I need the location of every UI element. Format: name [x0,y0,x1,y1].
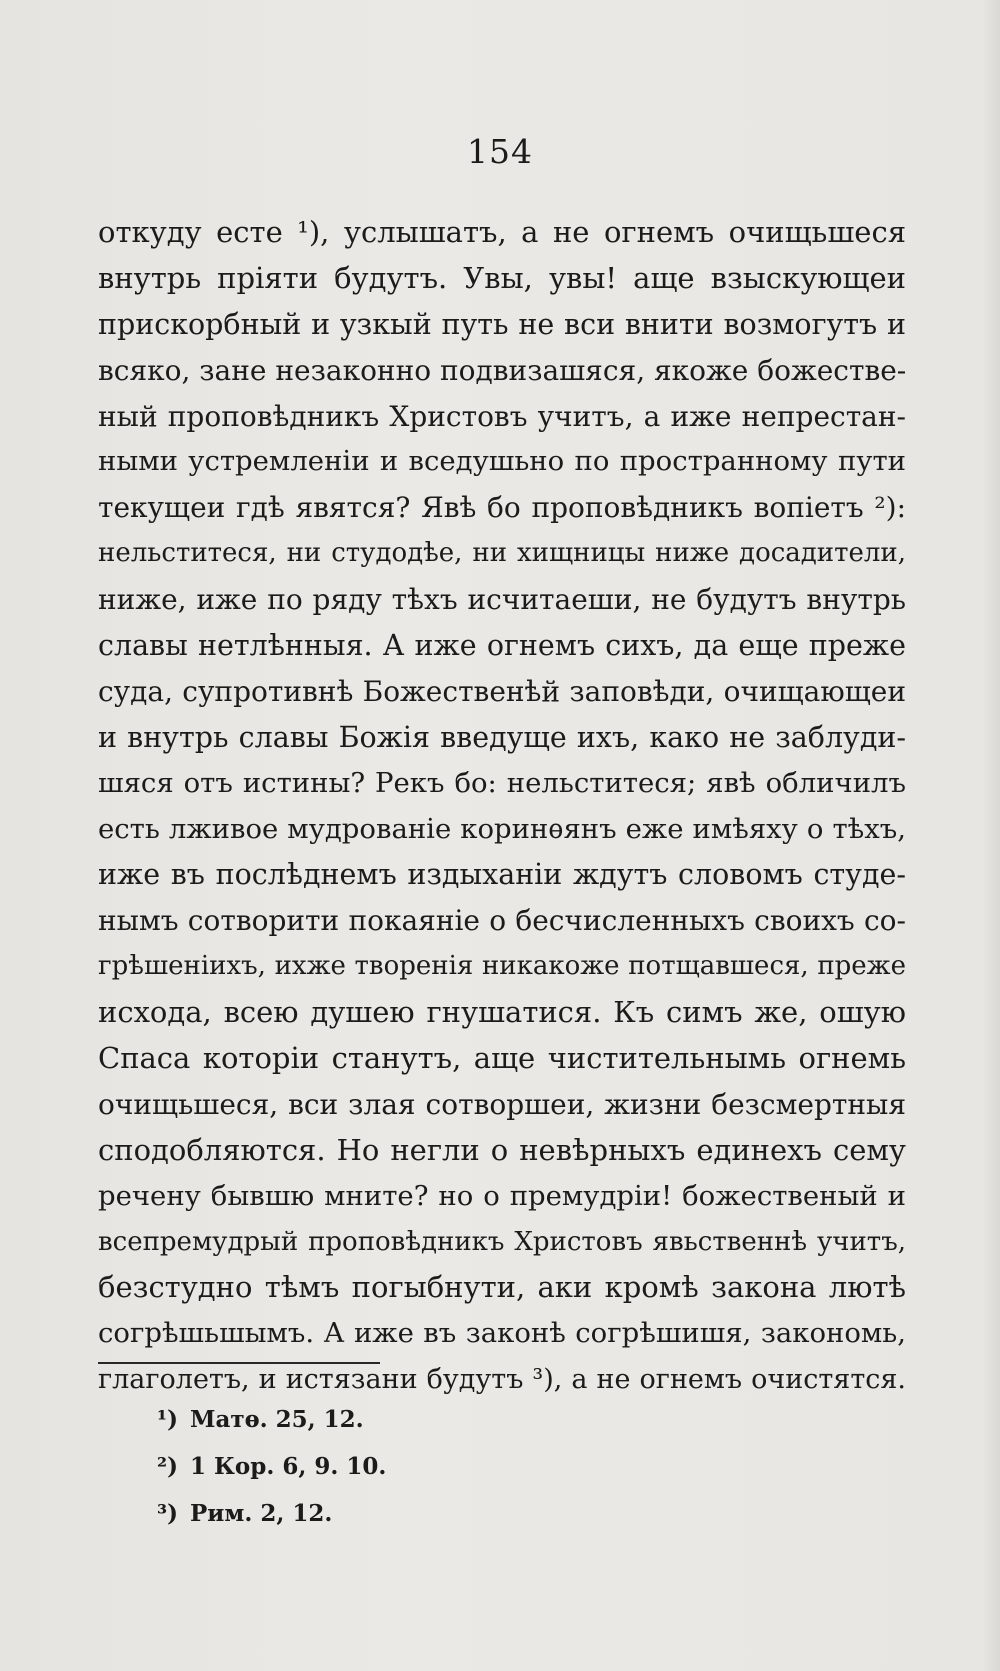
footnote-mark: ³) [157,1500,178,1527]
footnote-divider [98,1362,380,1364]
text-line: глаголетъ, и истязани будутъ ³), а не огнемъ очистятся. [98,1364,906,1396]
text-line: прискорбный и узкый путь не вси внити возмогутъ и [98,307,906,341]
text-line: славы нетлѣнныя. А иже огнемъ сихъ, да еще преже [98,629,906,663]
text-line: речену бывшю мните? но о премудріи! божественый и [98,1179,906,1212]
text-line: есть лживое мудрованіе коринѳянъ еже имѣяху о тѣхъ, [98,812,906,845]
text-line: всяко, зане незаконно подвизашяся, якоже божестве- [98,353,906,387]
footnote-item [157,1396,386,1443]
text-line: ный проповѣдникъ Христовъ учитъ, а иже непрестан- [98,399,906,433]
text-line: ниже, иже по ряду тѣхъ исчитаеши, не будутъ внутрь [98,583,906,617]
text-line: текущеи гдѣ явятся? Явѣ бо проповѣдникъ вопіетъ ²): [98,491,906,525]
text-line: суда, супротивнѣ Божественѣй заповѣди, очищающеи [98,674,906,708]
text-line: шяся отъ истины? Рекъ бо: нельститеся; явѣ обличилъ [98,766,906,799]
text-line: всепремудрый проповѣдникъ Христовъ явьственнѣ учитъ, [98,1226,906,1257]
page-edge-shadow [982,0,1000,1671]
text-line: Спаса которіи станутъ, аще чистительнымь огнемь [98,1041,906,1076]
footnote-mark: ¹) [157,1406,178,1433]
text-line: очищьшеся, вси злая сотворшеи, жизни безсмертныя [98,1087,906,1121]
footnotes [157,1396,386,1537]
footnote-item [157,1443,386,1490]
footnote-item [157,1490,386,1537]
text-line: исхода, всею душею гнушатися. Къ симъ же, ошую [98,995,906,1030]
text-line: внутрь пріяти будутъ. Увы, увы! аще взыскующеи [98,260,906,295]
text-line: согрѣшьшымъ. А иже въ законѣ согрѣшишя, закономь, [98,1317,906,1350]
text-line: ными устремленіи и вседушьно по пространному пути [98,445,906,478]
text-line: грѣшеніихъ, ихже творенія никакоже потщавшеся, преже [98,951,906,982]
text-line: сподобляются. Но негли о невѣрныхъ единехъ сему [98,1132,906,1167]
text-line: безстудно тѣмъ погыбнути, аки кромѣ закона лютѣ [98,1270,906,1305]
footnote-text: Матѳ. 25, 12. [189,1406,364,1433]
page-number: 154 [467,132,533,171]
text-line: нымъ сотворити покаяніе о бесчисленныхъ своихъ со- [98,904,906,938]
footnote-text: 1 Кор. 6, 9. 10. [189,1453,387,1480]
body-text [98,210,906,1403]
text-line: и внутрь славы Божія введуще ихъ, како не заблуди- [98,720,906,754]
text-line: откуду есте ¹), услышатъ, а не огнемъ очищьшеся [98,215,906,249]
footnote-text: Рим. 2, 12. [189,1500,333,1527]
footnote-mark: ²) [157,1453,178,1480]
text-line: нельститеся, ни студодѣе, ни хищницы ниже досадители, [98,538,906,569]
text-line: иже въ послѣднемъ издыханіи ждутъ словомъ студе- [98,858,906,892]
